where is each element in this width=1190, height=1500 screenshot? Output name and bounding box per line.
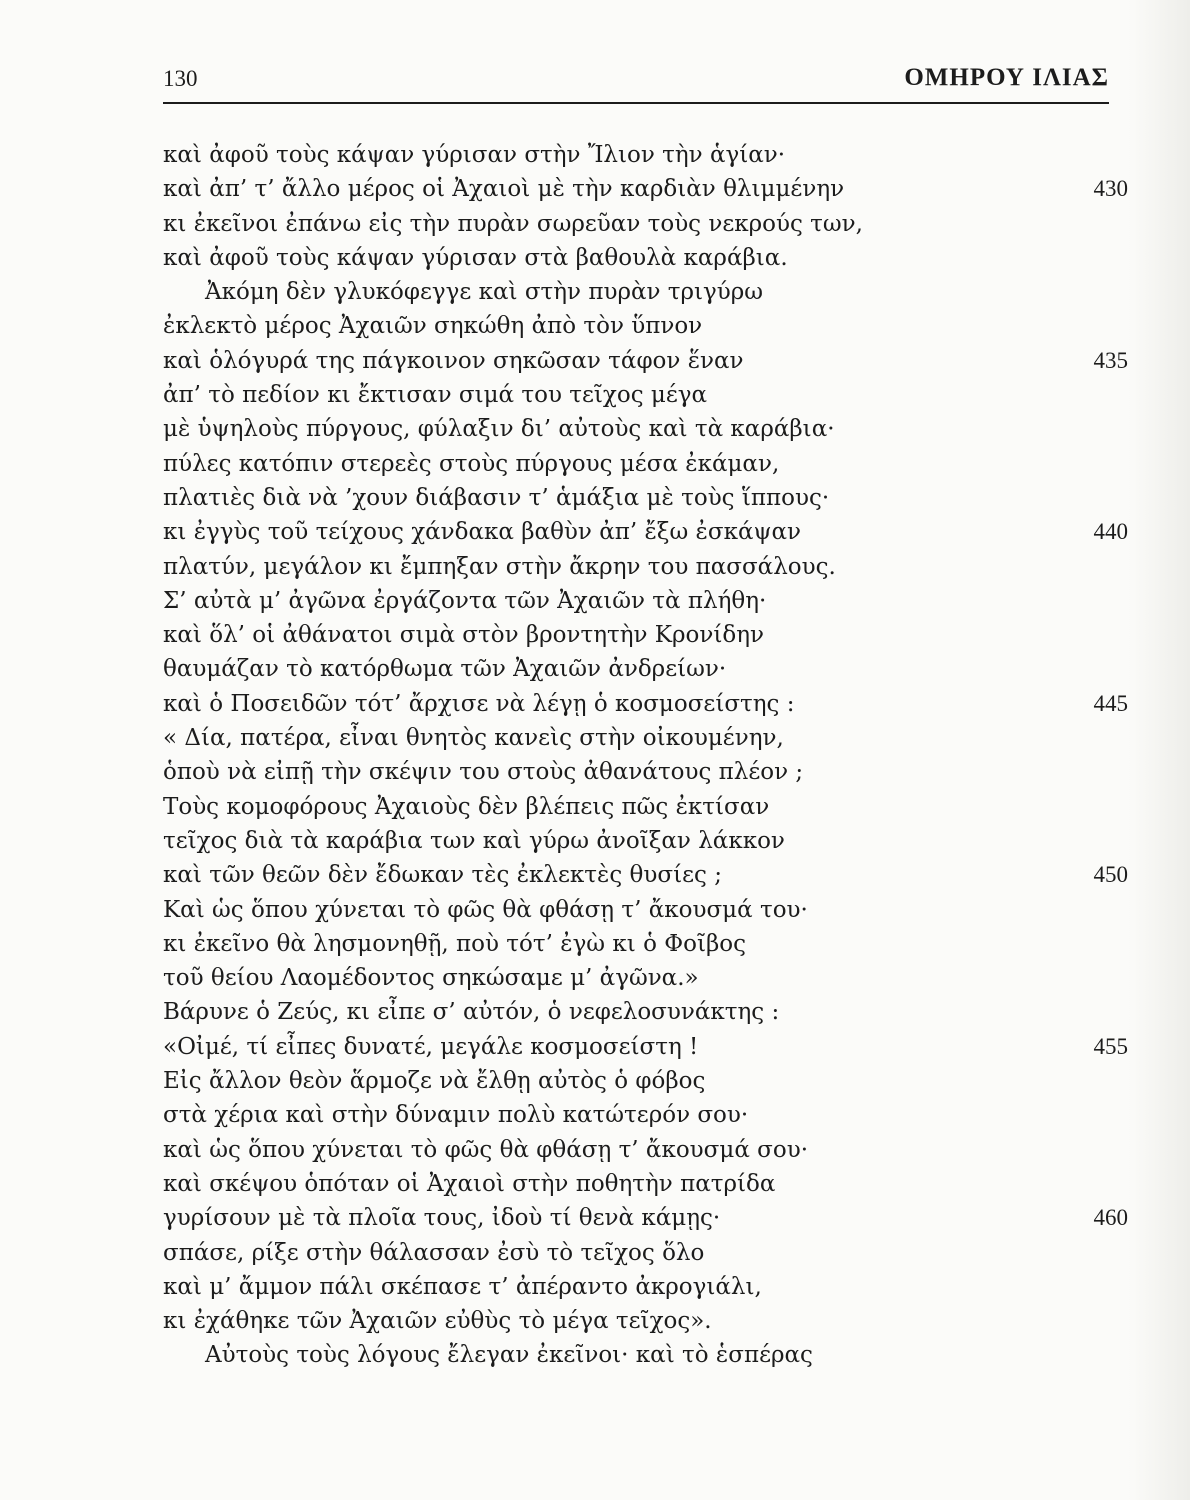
verse-line (163, 207, 1128, 241)
line-number: 445 (1093, 690, 1128, 716)
page-header (163, 62, 1109, 104)
verse-line (163, 1064, 1128, 1098)
verse-line (163, 893, 1128, 927)
verse-text: κι ἐχάθηκε τῶν Ἀχαιῶν εὐθὺς τὸ μέγα τεῖχος». (163, 1308, 712, 1335)
verse-line (163, 755, 1128, 789)
verse-text: Καὶ ὡς ὅπου χύνεται τὸ φῶς θὰ φθάσῃ τ’ ἄκουσμά του· (163, 896, 808, 923)
verse-line (163, 618, 1128, 652)
verse-line (163, 687, 1128, 721)
verse-line (163, 344, 1128, 378)
verse-line (163, 995, 1128, 1029)
verse-line (163, 515, 1128, 549)
verse-text: καὶ σκέψου ὁπόταν οἱ Ἀχαιοὶ στὴν ποθητὴν πατρίδα (163, 1170, 776, 1197)
verse-text: τεῖχος διὰ τὰ καράβια των καὶ γύρω ἀνοῖξαν λάκκον (163, 827, 785, 854)
verse-text: καὶ ὁ Ποσειδῶν τότ’ ἄρχισε νὰ λέγῃ ὁ κοσμοσείστης : (163, 690, 795, 717)
verse-text: «Οἰμέ, τί εἶπες δυνατέ, μεγάλε κοσμοσείστη ! (163, 1033, 699, 1060)
verse-line (163, 1201, 1128, 1235)
verse-line (163, 275, 1128, 309)
verse-line (163, 138, 1128, 172)
verse-line (163, 1304, 1128, 1338)
verse-line (163, 447, 1128, 481)
verse-text: κι ἐγγὺς τοῦ τείχους χάνδακα βαθὺν ἀπ’ ἔξω ἐσκάψαν (163, 519, 802, 546)
verse-text: τοῦ θείου Λαομέδοντος σηκώσαμε μ’ ἀγῶνα.» (163, 965, 699, 992)
line-number: 430 (1093, 176, 1128, 202)
verse-line (163, 1098, 1128, 1132)
verse-text: σπάσε, ρίξε στὴν θάλασσαν ἐσὺ τὸ τεῖχος ὅλο (163, 1239, 705, 1266)
poem-text (163, 138, 1128, 1373)
verse-line (163, 858, 1128, 892)
verse-line (163, 652, 1128, 686)
line-number: 450 (1093, 862, 1128, 888)
verse-line (163, 790, 1128, 824)
verse-line (163, 927, 1128, 961)
verse-line (163, 1030, 1128, 1064)
verse-line (163, 1236, 1128, 1270)
verse-line (163, 309, 1128, 343)
verse-text: καὶ ὅλ’ οἱ ἀθάνατοι σιμὰ στὸν βροντητὴν Κρονίδην (163, 622, 764, 649)
verse-line (163, 172, 1128, 206)
line-number: 460 (1093, 1205, 1128, 1231)
verse-text: καὶ μ’ ἄμμον πάλι σκέπασε τ’ ἀπέραντο ἀκρογιάλι, (163, 1273, 762, 1300)
verse-text: κι ἐκεῖνοι ἐπάνω εἰς τὴν πυρὰν σωρεῦαν τοὺς νεκρούς των, (163, 210, 863, 237)
verse-line (163, 412, 1128, 446)
verse-text: Ἀκόμη δὲν γλυκόφεγγε καὶ στὴν πυρὰν τριγύρω (205, 279, 764, 306)
verse-text: πύλες κατόπιν στερεὲς στοὺς πύργους μέσα ἐκάμαν, (163, 450, 780, 477)
verse-text: ὁποὺ νὰ εἰπῇ τὴν σκέψιν του στοὺς ἀθανάτους πλέον ; (163, 759, 804, 786)
running-head-title: ΟΜΗΡΟΥ ΙΛΙΑΣ (904, 64, 1109, 91)
verse-text: Εἰς ἄλλον θεὸν ἅρμοζε νὰ ἔλθῃ αὐτὸς ὁ φόβος (163, 1068, 706, 1095)
verse-text: μὲ ὑψηλοὺς πύργους, φύλαξιν δι’ αὐτοὺς καὶ τὰ καράβια· (163, 416, 835, 443)
verse-line (163, 550, 1128, 584)
verse-text: καὶ ἀφοῦ τοὺς κάψαν γύρισαν στὴν Ἴλιον τὴν ἁγίαν· (163, 142, 786, 168)
verse-line (163, 241, 1128, 275)
verse-line (163, 1270, 1128, 1304)
verse-text: Τοὺς κομοφόρους Ἀχαιοὺς δὲν βλέπεις πῶς ἐκτίσαν (163, 793, 770, 820)
line-number: 440 (1093, 519, 1128, 545)
verse-text: Αὐτοὺς τοὺς λόγους ἔλεγαν ἐκεῖνοι· καὶ τὸ ἑσπέρας (205, 1342, 813, 1369)
verse-text: « Δία, πατέρα, εἶναι θνητὸς κανεὶς στὴν οἰκουμένην, (163, 725, 784, 752)
verse-line (163, 481, 1128, 515)
verse-text: Σ’ αὐτὰ μ’ ἀγῶνα ἐργάζοντα τῶν Ἀχαιῶν τὰ πλήθη· (163, 587, 767, 614)
verse-text: καὶ ὡς ὅπου χύνεται τὸ φῶς θὰ φθάσῃ τ’ ἄκουσμά σου· (163, 1136, 808, 1163)
verse-line (163, 1338, 1128, 1372)
verse-line (163, 824, 1128, 858)
verse-text: θαυμάζαν τὸ κατόρθωμα τῶν Ἀχαιῶν ἀνδρείων· (163, 656, 727, 683)
page-number: 130 (163, 66, 198, 91)
verse-line (163, 1133, 1128, 1167)
verse-text: κι ἐκεῖνο θὰ λησμονηθῇ, ποὺ τότ’ ἐγὼ κι ὁ Φοῖβος (163, 930, 746, 957)
verse-text: καὶ ὁλόγυρά της πάγκοινον σηκῶσαν τάφον ἕναν (163, 347, 744, 374)
adjacent-page-edge (1128, 0, 1190, 1500)
verse-line (163, 378, 1128, 412)
verse-line (163, 1167, 1128, 1201)
verse-text: καὶ ἀπ’ τ’ ἄλλο μέρος οἱ Ἀχαιοὶ μὲ τὴν καρδιὰν θλιμμένην (163, 176, 845, 203)
verse-text: πλατύν, μεγάλον κι ἔμπηξαν στὴν ἄκρην του πασσάλους. (163, 553, 836, 580)
verse-text: ἀπ’ τὸ πεδίον κι ἔκτισαν σιμά του τεῖχος μέγα (163, 382, 708, 409)
line-number: 435 (1093, 347, 1128, 373)
verse-line (163, 721, 1128, 755)
verse-text: γυρίσουν μὲ τὰ πλοῖα τους, ἰδοὺ τί θενὰ κάμῃς· (163, 1205, 721, 1232)
verse-text: στὰ χέρια καὶ στὴν δύναμιν πολὺ κατώτερόν σου· (163, 1102, 749, 1129)
verse-text: πλατιὲς διὰ νὰ ’χουν διάβασιν τ’ ἁμάξια μὲ τοὺς ἵππους· (163, 484, 830, 511)
verse-line (163, 584, 1128, 618)
verse-text: καὶ τῶν θεῶν δὲν ἔδωκαν τὲς ἐκλεκτὲς θυσίες ; (163, 862, 722, 889)
verse-text: ἐκλεκτὸ μέρος Ἀχαιῶν σηκώθη ἀπὸ τὸν ὕπνον (163, 313, 703, 340)
verse-line (163, 961, 1128, 995)
verse-text: Βάρυνε ὁ Ζεύς, κι εἶπε σ’ αὐτόν, ὁ νεφελοσυνάκτης : (163, 999, 780, 1026)
verse-text: καὶ ἀφοῦ τοὺς κάψαν γύρισαν στὰ βαθουλὰ καράβια. (163, 244, 788, 271)
line-number: 455 (1093, 1033, 1128, 1059)
